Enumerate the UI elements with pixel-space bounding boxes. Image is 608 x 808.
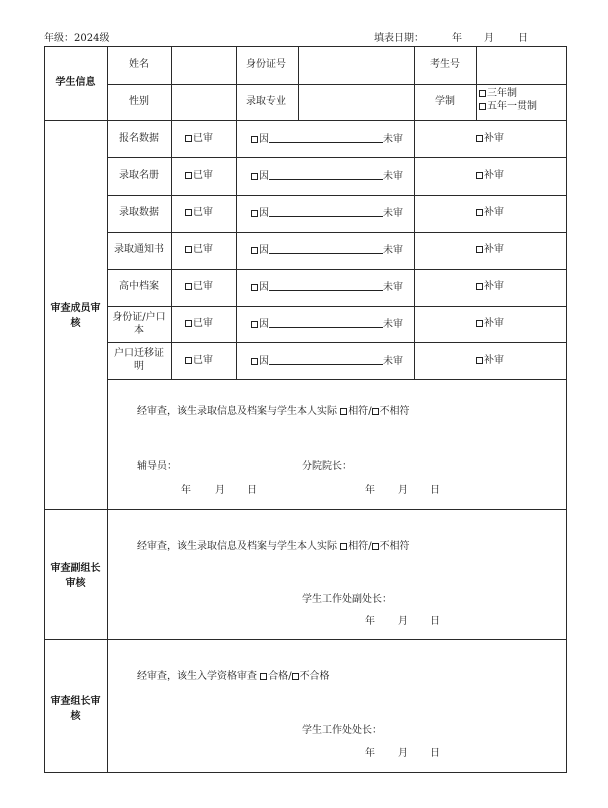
director-label: 学生工作处处长： — [302, 725, 382, 736]
checkbox-icon — [479, 90, 486, 97]
grade-label: 年级：2024级 — [44, 33, 110, 44]
checkbox-icon — [340, 408, 347, 415]
dean-label: 分院院长： — [302, 461, 352, 472]
checkbox-icon — [185, 320, 192, 327]
leader-date-day: 日 — [430, 748, 440, 759]
system-option-five-year[interactable]: 五年一贯制 — [479, 101, 537, 113]
reviewed-checkbox[interactable]: 已审 — [185, 244, 213, 256]
item-label: 录取名册 — [119, 170, 159, 181]
checkbox-icon — [476, 283, 483, 290]
counselor-date-month: 月 — [215, 485, 225, 496]
member-review-statement: 经审查，该生录取信息及档案与学生本人实际 相符/ 不相符 — [137, 406, 410, 417]
item-label: 录取数据 — [119, 207, 159, 218]
student-info-label: 学生信息 — [55, 77, 96, 88]
item-label: 高中档案 — [119, 281, 159, 292]
supplementary-checkbox[interactable]: 补审 — [476, 281, 504, 293]
name-label: 姓名 — [129, 59, 149, 70]
checkbox-icon — [260, 673, 267, 680]
dean-date-year: 年 — [365, 485, 375, 496]
item-label: 身份证/户口本 — [112, 312, 166, 336]
leader-review-label: 审查组长审核 — [50, 696, 101, 722]
member-review-label: 审查成员审核 — [50, 303, 101, 329]
dean-date-day: 日 — [430, 485, 440, 496]
reviewed-checkbox[interactable]: 已审 — [185, 281, 213, 293]
reason-checkbox[interactable]: 因 未审 — [251, 133, 403, 146]
mismatch-checkbox[interactable]: 不相符 — [372, 541, 410, 552]
id-number-label: 身份证号 — [246, 59, 286, 70]
fill-date-day: 日 — [518, 33, 528, 44]
checkbox-icon — [185, 135, 192, 142]
counselor-date-year: 年 — [181, 485, 191, 496]
leader-review-statement: 经审查，该生入学资格审查 合格/ 不合格 — [137, 671, 330, 682]
fail-checkbox[interactable]: 不合格 — [292, 671, 330, 682]
checkbox-icon — [185, 246, 192, 253]
leader-date-month: 月 — [398, 748, 408, 759]
fill-date-label: 填表日期： — [374, 33, 424, 44]
reviewed-checkbox[interactable]: 已审 — [185, 207, 213, 219]
supplementary-checkbox[interactable]: 补审 — [476, 244, 504, 256]
checkbox-icon — [479, 103, 486, 110]
supplementary-checkbox[interactable]: 补审 — [476, 207, 504, 219]
exam-number-label: 考生号 — [430, 59, 460, 70]
deputy-review-statement: 经审查，该生录取信息及档案与学生本人实际 相符/ 不相符 — [137, 541, 410, 552]
reason-checkbox[interactable]: 因 未审 — [251, 281, 403, 294]
reviewed-checkbox[interactable]: 已审 — [185, 133, 213, 145]
pass-checkbox[interactable]: 合格 — [260, 671, 288, 682]
counselor-label: 辅导员： — [137, 461, 177, 472]
checkbox-icon — [185, 283, 192, 290]
checkbox-icon — [251, 247, 258, 254]
checkbox-icon — [251, 173, 258, 180]
reason-checkbox[interactable]: 因 未审 — [251, 244, 403, 257]
item-label: 录取通知书 — [114, 244, 164, 255]
checkbox-icon — [251, 136, 258, 143]
checkbox-icon — [476, 172, 483, 179]
system-option-three-year[interactable]: 三年制 — [479, 88, 517, 100]
mismatch-checkbox[interactable]: 不相符 — [372, 406, 410, 417]
checkbox-icon — [185, 209, 192, 216]
checkbox-icon — [372, 408, 379, 415]
item-label: 报名数据 — [119, 133, 159, 144]
deputy-director-label: 学生工作处副处长： — [302, 594, 392, 605]
checkbox-icon — [185, 172, 192, 179]
match-checkbox[interactable]: 相符 — [340, 406, 368, 417]
checkbox-icon — [251, 358, 258, 365]
deputy-review-label: 审查副组长审核 — [50, 563, 101, 589]
reason-checkbox[interactable]: 因 未审 — [251, 355, 403, 368]
checkbox-icon — [476, 209, 483, 216]
checkbox-icon — [340, 543, 347, 550]
reviewed-checkbox[interactable]: 已审 — [185, 355, 213, 367]
checkbox-icon — [251, 321, 258, 328]
gender-label: 性别 — [129, 96, 149, 107]
supplementary-checkbox[interactable]: 补审 — [476, 355, 504, 367]
dean-date-month: 月 — [398, 485, 408, 496]
checkbox-icon — [476, 357, 483, 364]
checkbox-icon — [372, 543, 379, 550]
reason-checkbox[interactable]: 因 未审 — [251, 170, 403, 183]
checkbox-icon — [185, 357, 192, 364]
fill-date-year: 年 — [452, 33, 462, 44]
deputy-date-month: 月 — [398, 616, 408, 627]
fill-date-month: 月 — [484, 33, 494, 44]
leader-date-year: 年 — [365, 748, 375, 759]
checkbox-icon — [476, 135, 483, 142]
supplementary-checkbox[interactable]: 补审 — [476, 170, 504, 182]
reviewed-checkbox[interactable]: 已审 — [185, 170, 213, 182]
supplementary-checkbox[interactable]: 补审 — [476, 318, 504, 330]
checkbox-icon — [476, 246, 483, 253]
supplementary-checkbox[interactable]: 补审 — [476, 133, 504, 145]
match-checkbox[interactable]: 相符 — [340, 541, 368, 552]
counselor-date-day: 日 — [247, 485, 257, 496]
reason-checkbox[interactable]: 因 未审 — [251, 207, 403, 220]
checkbox-icon — [251, 284, 258, 291]
checkbox-icon — [476, 320, 483, 327]
deputy-date-day: 日 — [430, 616, 440, 627]
major-label: 录取专业 — [246, 96, 286, 107]
checkbox-icon — [292, 673, 299, 680]
reason-checkbox[interactable]: 因 未审 — [251, 318, 403, 331]
checkbox-icon — [251, 210, 258, 217]
study-system-label: 学制 — [435, 96, 455, 107]
deputy-date-year: 年 — [365, 616, 375, 627]
item-label: 户口迁移证明 — [114, 348, 164, 372]
reviewed-checkbox[interactable]: 已审 — [185, 318, 213, 330]
